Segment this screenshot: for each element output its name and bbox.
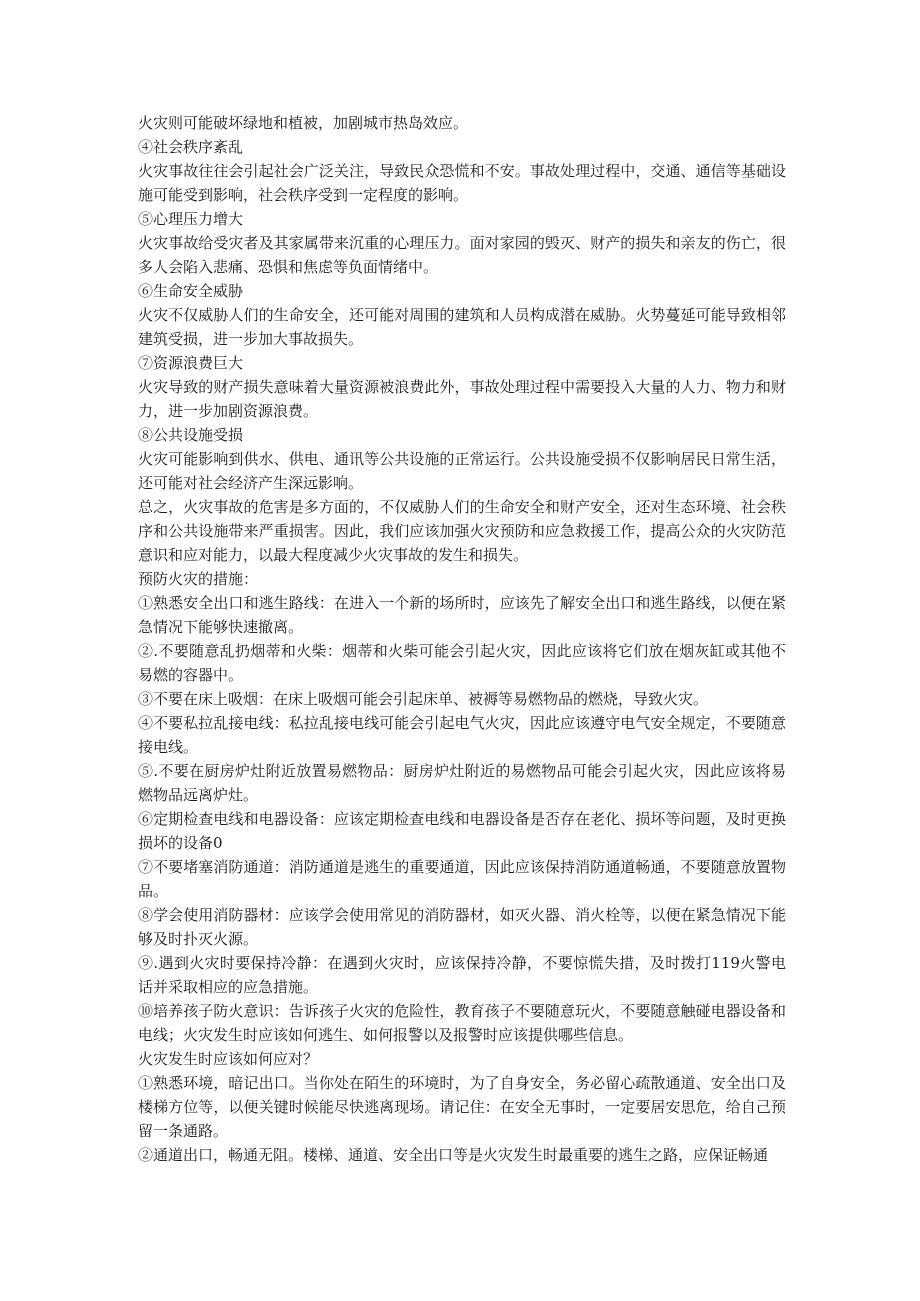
section-heading: ④社会秩序紊乱 — [138, 138, 244, 156]
paragraph: 火灾事故给受灾者及其家属带来沉重的心理压力。面对家园的毁灭、财产的损失和亲友的伤亡，很多人会陷入悲痛、恐惧和焦虑等负面情绪中。 — [138, 234, 786, 276]
list-item: ⑧学会使用消防器材：应该学会使用常见的消防器材，如灭火器、消火栓等，以便在紧急情况下能够及时扑灭火源。 — [138, 906, 786, 948]
list-item: ⑦不要堵塞消防通道：消防通道是逃生的重要通道，因此应该保持消防通道畅通，不要随意放置物品。 — [138, 858, 786, 900]
list-item: ⑩培养孩子防火意识：告诉孩子火灾的危险性，教育孩子不要随意玩火，不要随意触碰电器设备和电线；火灾发生时应该如何逃生、如何报警以及报警时应该提供哪些信息。 — [138, 1002, 786, 1044]
list-item: ⑨.遇到火灾时要保持冷静：在遇到火灾时，应该保持冷静，不要惊慌失措，及时拨打119火警电话并采取相应的应急措施。 — [138, 954, 786, 996]
list-item: ①熟悉环境，暗记出口。当你处在陌生的环境时，为了自身安全，务必留心疏散通道、安全出口及楼梯方位等，以便关键时候能尽快逃离现场。请记住：在安全无事时，一定要居安思危，给自己预留一条通路。 — [138, 1074, 786, 1140]
section-heading: 预防火灾的措施： — [138, 570, 259, 588]
list-item: ④不要私拉乱接电线：私拉乱接电线可能会引起电气火灾，因此应该遵守电气安全规定，不要随意接电线。 — [138, 714, 786, 756]
section-heading: ⑦资源浪费巨大 — [138, 354, 244, 372]
section-heading: ⑥生命安全威胁 — [138, 282, 244, 300]
paragraph: 火灾导致的财产损失意味着大量资源被浪费此外，事故处理过程中需要投入大量的人力、物力和财力，进一步加剧资源浪费。 — [138, 378, 786, 420]
list-item: ②通道出口，畅通无阻。楼梯、通道、安全出口等是火灾发生时最重要的逃生之路，应保证畅通 — [138, 1146, 769, 1164]
section-heading: 火灾发生时应该如何应对？ — [138, 1050, 319, 1068]
paragraph: 火灾则可能破坏绿地和植被，加剧城市热岛效应。 — [138, 114, 469, 132]
list-item: ⑤.不要在厨房炉灶附近放置易燃物品：厨房炉灶附近的易燃物品可能会引起火灾，因此应该将易燃物品远离炉灶。 — [138, 762, 786, 804]
summary-paragraph: 总之，火灾事故的危害是多方面的，不仅威胁人们的生命安全和财产安全，还对生态环境、社会秩序和公共设施带来严重损害。因此，我们应该加强火灾预防和应急救援工作，提高公众的火灾防范意识和应对能力，以最大程度减少火灾事故的发生和损失。 — [138, 498, 786, 564]
list-item: ⑥定期检查电线和电器设备：应该定期检查电线和电器设备是否存在老化、损坏等问题，及时更换损坏的设备0 — [138, 810, 786, 852]
document-body — [138, 111, 786, 1167]
list-item: ③不要在床上吸烟：在床上吸烟可能会引起床单、被褥等易燃物品的燃烧，导致火灾。 — [138, 690, 709, 708]
list-item: ①熟悉安全出口和逃生路线：在进入一个新的场所时，应该先了解安全出口和逃生路线，以便在紧急情况下能够快速撤离。 — [138, 594, 786, 636]
list-item: ②.不要随意乱扔烟蒂和火柴：烟蒂和火柴可能会引起火灾，因此应该将它们放在烟灰缸或其他不易燃的容器中。 — [138, 642, 786, 684]
section-heading: ⑧公共设施受损 — [138, 426, 244, 444]
paragraph: 火灾事故往往会引起社会广泛关注，导致民众恐慌和不安。事故处理过程中，交通、通信等基础设施可能受到影响，社会秩序受到一定程度的影响。 — [138, 162, 786, 204]
section-heading: ⑤心理压力增大 — [138, 210, 244, 228]
paragraph: 火灾可能影响到供水、供电、通讯等公共设施的正常运行。公共设施受损不仅影响居民日常生活，还可能对社会经济产生深远影响。 — [138, 450, 786, 492]
paragraph: 火灾不仅威胁人们的生命安全，还可能对周围的建筑和人员构成潜在威胁。火势蔓延可能导致相邻建筑受损，进一步加大事故损失。 — [138, 306, 786, 348]
